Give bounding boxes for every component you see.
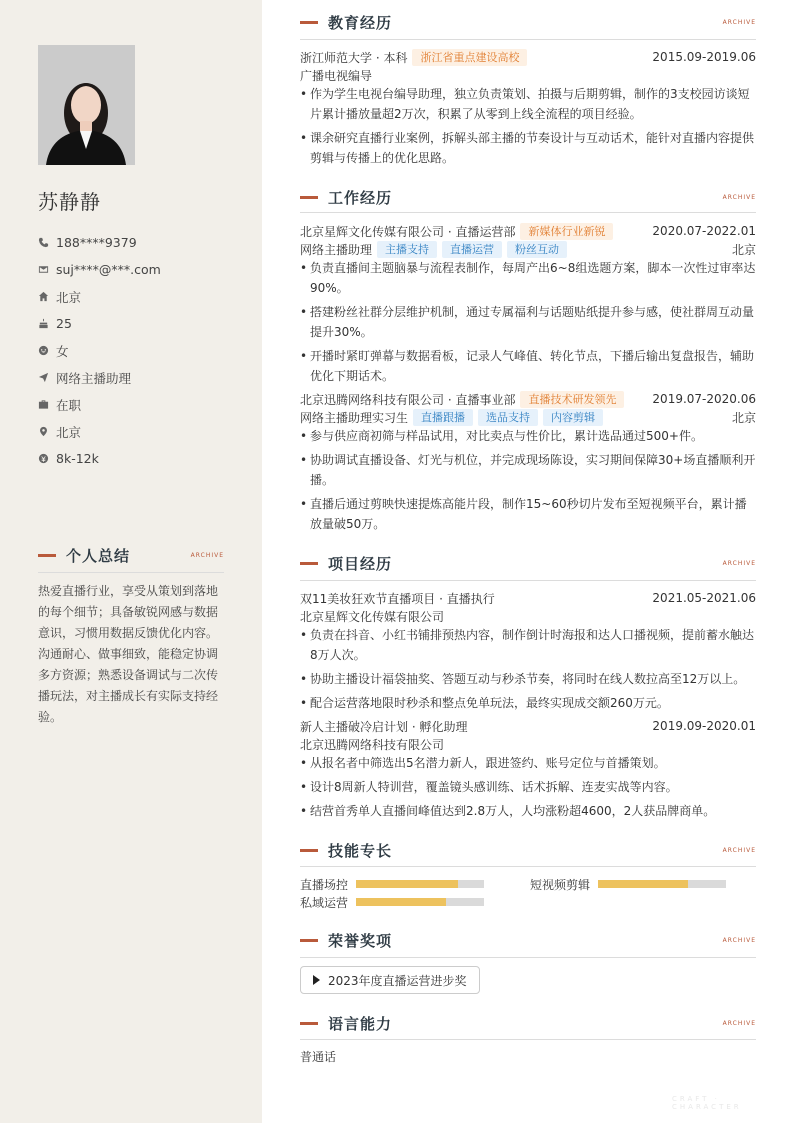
- education-bullet: • 课余研究直播行业案例，拆解头部主播的节奏设计与互动话术，能针对直播内容提供剪辑与传播上的优化思路。: [300, 128, 756, 168]
- major-name: 广播电视编导: [300, 68, 373, 83]
- archive-label: ARCHIVE: [722, 18, 756, 26]
- job-bullet: • 参与供应商初筛与样品试用，对比卖点与性价比，累计选品通过500+件。: [300, 426, 756, 446]
- archive-label: ARCHIVE: [722, 193, 756, 201]
- project-org-line: [300, 735, 756, 753]
- divider: [300, 957, 756, 958]
- contact-position-value: 网络主播助理: [56, 370, 132, 386]
- archive-label: ARCHIVE: [722, 1019, 756, 1027]
- education-major: [300, 66, 756, 84]
- skill-track: [598, 880, 726, 888]
- profile-name: 苏静静: [38, 190, 101, 214]
- phone-icon: [38, 237, 56, 248]
- contact-salary: [38, 445, 161, 472]
- skill-tag: 主播支持: [377, 241, 437, 258]
- divider: [300, 866, 756, 867]
- heading-accent: [300, 562, 318, 565]
- company-name: 北京迅腾网络科技有限公司 · 直播事业部: [300, 392, 516, 407]
- project-bullet: • 负责在抖音、小红书铺排预热内容，制作倒计时海报和达人口播视频，提前蓄水触达8万人次。: [300, 625, 756, 665]
- divider: [300, 39, 756, 40]
- contact-status: [38, 391, 161, 418]
- skill-tag: 内容剪辑: [543, 409, 603, 426]
- job-role: 网络主播助理: [300, 242, 373, 257]
- skill-track: [356, 898, 484, 906]
- projects-title: 项目经历: [328, 554, 393, 573]
- job-role-line: [300, 240, 756, 258]
- salary-icon: [38, 453, 56, 464]
- skill-level-bar: [356, 880, 458, 888]
- skill-row: [300, 893, 490, 911]
- archive-label: ARCHIVE: [722, 846, 756, 854]
- archive-label: ARCHIVE: [722, 936, 756, 944]
- archive-label: ARCHIVE: [722, 559, 756, 567]
- skill-tag: 粉丝互动: [507, 241, 567, 258]
- divider: [300, 1039, 756, 1040]
- job-bullet: • 开播时紧盯弹幕与数据看板，记录人气峰值、转化节点，下播后输出复盘报告，辅助优化下期话术。: [300, 346, 756, 386]
- honor-label: 2023年度直播运营进步奖: [328, 973, 467, 988]
- honors-title: 荣誉奖项: [328, 931, 393, 950]
- contact-age: [38, 310, 161, 337]
- heading-accent: [300, 1022, 318, 1025]
- education-heading: [300, 12, 756, 32]
- mail-icon: [38, 264, 56, 275]
- job-bullet: • 协助调试直播设备、灯光与机位，并完成现场陈设，实习期间保障30+场直播顺利开播。: [300, 450, 756, 490]
- honor-item[interactable]: [300, 966, 480, 994]
- contact-salary-value: 8k-12k: [56, 451, 99, 466]
- divider: [300, 580, 756, 581]
- skills-title: 技能专长: [328, 841, 393, 860]
- project-bullet: • 设计8周新人特训营，覆盖镜头感训练、话术拆解、连麦实战等内容。: [300, 777, 756, 797]
- contact-city: [38, 283, 161, 310]
- projects-heading: [300, 553, 756, 573]
- skill-row: [300, 875, 490, 893]
- briefcase-icon: [38, 399, 56, 410]
- work-heading: [300, 187, 756, 207]
- languages-heading: [300, 1013, 756, 1033]
- contact-list: [38, 229, 161, 472]
- skill-tag: 选品支持: [478, 409, 538, 426]
- skill-level-bar: [356, 898, 446, 906]
- skill-row: [530, 875, 730, 893]
- company-name: 北京星辉文化传媒有限公司 · 直播运营部: [300, 224, 516, 239]
- send-icon: [38, 372, 56, 383]
- play-icon: [313, 975, 320, 985]
- contact-gender: [38, 337, 161, 364]
- skill-name: 短视频剪辑: [530, 877, 591, 892]
- heading-accent: [300, 849, 318, 852]
- location-icon: [38, 426, 56, 437]
- skill-tag: 直播跟播: [413, 409, 473, 426]
- education-date: 2015.09-2019.06: [652, 50, 756, 64]
- contact-target-city: [38, 418, 161, 445]
- school-tag: 浙江省重点建设高校: [412, 49, 527, 66]
- skill-level-bar: [598, 880, 688, 888]
- honors-heading: [300, 930, 756, 950]
- divider: [38, 572, 224, 573]
- contact-position: [38, 364, 161, 391]
- job-role: 网络主播助理实习生: [300, 410, 409, 425]
- skill-track: [356, 880, 484, 888]
- education-bullet: • 作为学生电视台编导助理，独立负责策划、拍摄与后期剪辑，制作的3支校园访谈短片累计播放量超2万次，积累了从零到上线全流程的项目经验。: [300, 84, 756, 124]
- skill-name: 直播场控: [300, 877, 349, 892]
- job-bullet: • 负责直播间主题脑暴与流程表制作，每周产出6~8组选题方案，脚本一次性过审率达90%。: [300, 258, 756, 298]
- job-location: 北京: [731, 242, 756, 257]
- project-date: 2021.05-2021.06: [652, 591, 756, 605]
- cake-icon: [38, 318, 56, 329]
- education-title: 教育经历: [328, 13, 393, 32]
- contact-city-value: 北京: [56, 289, 82, 305]
- job-role-line: [300, 408, 756, 426]
- job-bullet: • 直播后通过剪映快速提炼高能片段，制作15~60秒切片发布至短视频平台，累计播放量破50万。: [300, 494, 756, 534]
- contact-email-value: suj****@***.com: [56, 262, 161, 277]
- project-bullet: • 配合运营落地限时秒杀和整点免单玩法，最终实现成交额260万元。: [300, 693, 756, 713]
- project-bullet: • 协助主播设计福袋抽奖、答题互动与秒杀节奏，将同时在线人数拉高至12万以上。: [300, 669, 756, 689]
- skills-heading: [300, 840, 756, 860]
- face-icon: [38, 345, 56, 356]
- heading-accent: [300, 939, 318, 942]
- job-bullet: • 搭建粉丝社群分层维护机制，通过专属福利与话题贴纸提升参与感，使社群周互动量提升30%。: [300, 302, 756, 342]
- job-date: 2020.07-2022.01: [652, 224, 756, 238]
- languages-title: 语言能力: [328, 1014, 393, 1033]
- summary-heading: [38, 545, 224, 565]
- job-header: [300, 390, 756, 408]
- project-date: 2019.09-2020.01: [652, 719, 756, 733]
- profile-photo: [38, 45, 135, 165]
- contact-age-value: 25: [56, 316, 72, 331]
- work-title: 工作经历: [328, 188, 393, 207]
- watermark: CRAFT · CHARACTER: [672, 1095, 742, 1111]
- heading-accent: [38, 554, 56, 557]
- contact-gender-value: 女: [56, 343, 69, 359]
- skill-tag: 直播运营: [442, 241, 502, 258]
- project-header: [300, 717, 756, 735]
- job-location: 北京: [731, 410, 756, 425]
- divider: [300, 212, 756, 213]
- project-header: [300, 589, 756, 607]
- contact-target-city-value: 北京: [56, 424, 82, 440]
- project-bullet: • 从报名者中筛选出5名潜力新人，跟进签约、账号定位与首播策划。: [300, 753, 756, 773]
- project-name: 双11美妆狂欢节直播项目 · 直播执行: [300, 591, 495, 606]
- summary-title: 个人总结: [66, 546, 131, 565]
- project-org: 北京星辉文化传媒有限公司: [300, 609, 445, 624]
- contact-phone-value: 188****9379: [56, 235, 137, 250]
- heading-accent: [300, 21, 318, 24]
- contact-status-value: 在职: [56, 397, 82, 413]
- job-header: [300, 222, 756, 240]
- project-name: 新人主播破冷启计划 · 孵化助理: [300, 719, 468, 734]
- project-org: 北京迅腾网络科技有限公司: [300, 737, 445, 752]
- company-tag: 新媒体行业新锐: [520, 223, 613, 240]
- contact-phone: [38, 229, 161, 256]
- school-name: 浙江师范大学 · 本科: [300, 50, 408, 65]
- project-org-line: [300, 607, 756, 625]
- language-item: 普通话: [300, 1050, 337, 1064]
- project-bullet: • 结营首秀单人直播间峰值达到2.8万人，人均涨粉超4600，2人获品牌商单。: [300, 801, 756, 821]
- summary-text: 热爱直播行业，享受从策划到落地的每个细节；具备敏锐网感与数据意识，习惯用数据反馈优化内容。沟通耐心、做事细致，能稳定协调多方资源；熟悉设备调试与二次传播玩法，对主播成长有实际支持经验。: [38, 584, 219, 724]
- job-date: 2019.07-2020.06: [652, 392, 756, 406]
- archive-label: ARCHIVE: [190, 551, 224, 559]
- contact-email: [38, 256, 161, 283]
- heading-accent: [300, 196, 318, 199]
- education-entry-header: [300, 48, 756, 66]
- home-icon: [38, 291, 56, 302]
- skill-name: 私域运营: [300, 895, 349, 910]
- company-tag: 直播技术研发领先: [520, 391, 624, 408]
